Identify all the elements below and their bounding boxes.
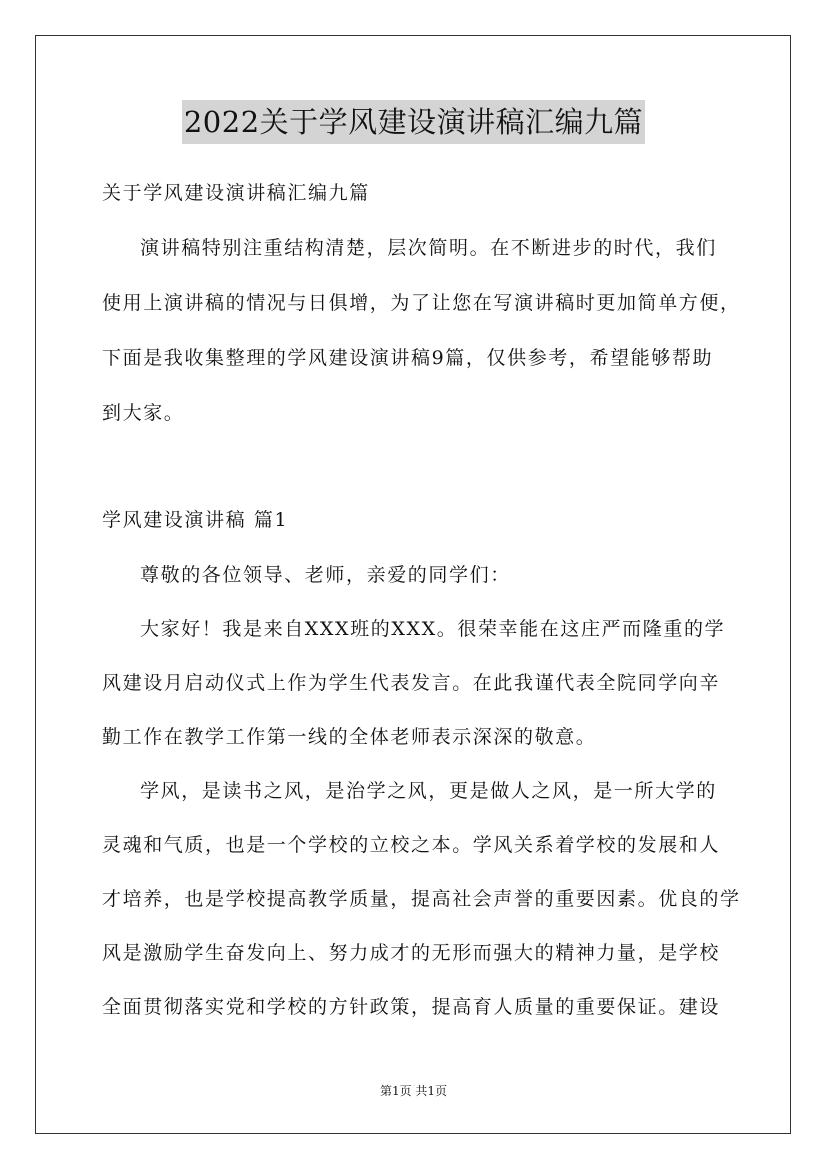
- para2-line-5: 全面贯彻落实党和学校的方针政策，提高育人质量的重要保证。建设: [102, 996, 721, 1018]
- para2-line-3: 才培养，也是学校提高教学质量，提高社会声誉的重要因素。优良的学: [102, 888, 741, 910]
- intro-line-4: 到大家。: [102, 402, 185, 424]
- para1-line-1: 大家好！我是来自XXX班的XXX。很荣幸能在这庄严而隆重的学: [140, 618, 726, 640]
- intro-line-1: 演讲稿特别注重结构清楚，层次简明。在不断进步的时代，我们: [140, 237, 717, 259]
- section-heading: 学风建设演讲稿 篇1: [102, 509, 289, 531]
- title-container: [0, 100, 827, 144]
- intro-line-3: 下面是我收集整理的学风建设演讲稿9篇，仅供参考，希望能够帮助: [102, 347, 714, 369]
- salutation: 尊敬的各位领导、老师，亲爱的同学们：: [140, 564, 511, 586]
- page-footer: 第1页 共1页: [379, 1084, 448, 1098]
- para1-line-3: 勤工作在教学工作第一线的全体老师表示深深的敬意。: [102, 726, 597, 748]
- para2-line-1: 学风，是读书之风，是治学之风，更是做人之风，是一所大学的: [140, 780, 717, 802]
- para1-line-2: 风建设月启动仪式上作为学生代表发言。在此我谨代表全院同学向辛: [102, 672, 721, 694]
- intro-line-2: 使用上演讲稿的情况与日俱增，为了让您在写演讲稿时更加简单方便，: [102, 292, 741, 314]
- para2-line-2: 灵魂和气质，也是一个学校的立校之本。学风关系着学校的发展和人: [102, 834, 721, 856]
- document-subtitle: 关于学风建设演讲稿汇编九篇: [102, 182, 370, 204]
- document-title: 2022关于学风建设演讲稿汇编九篇: [182, 100, 645, 144]
- para2-line-4: 风是激励学生奋发向上、努力成才的无形而强大的精神力量，是学校: [102, 942, 721, 964]
